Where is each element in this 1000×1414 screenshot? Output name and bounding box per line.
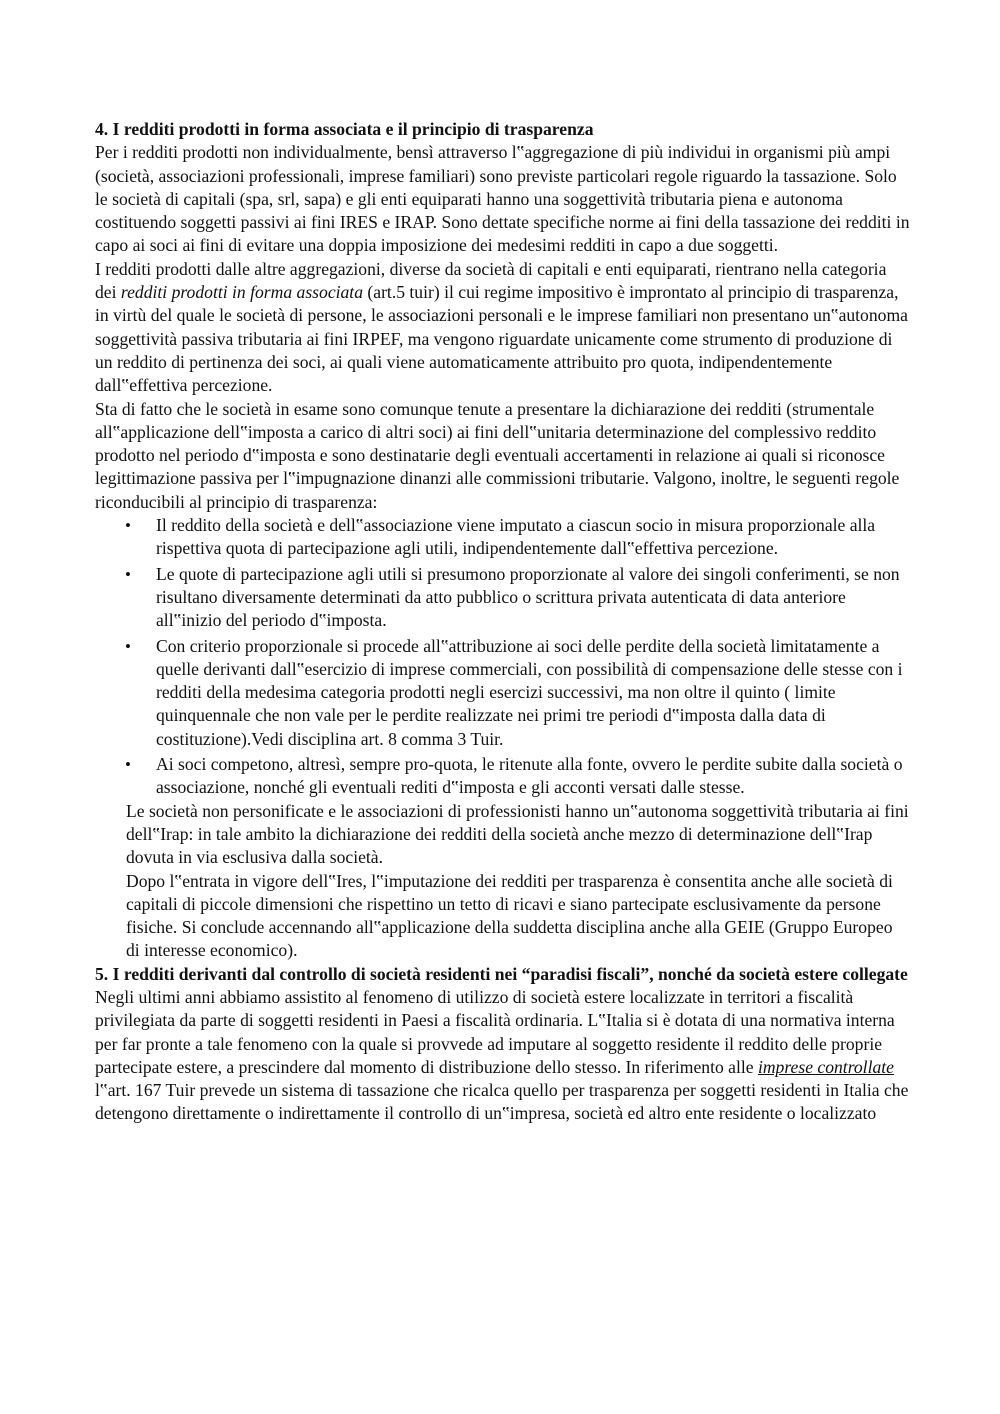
paragraph-text: I redditi prodotti dalle altre aggregazioni, diverse da società di capitali e enti equiparati, rientrano nella categoria dei [95,258,887,303]
list-item: • Le quote di partecipazione agli utili si presumono proporzionate al valore dei singoli conferimenti, se non risultano diversamente determinati da atto pubblico o scrittura privata autenticata di data anteriore all‟inizio del periodo d‟imposta. [156,563,910,633]
underlined-term: imprese controllate [757,1056,894,1077]
section-4-title: 4. I redditi prodotti in forma associata e il principio di trasparenza [95,119,594,139]
emphasized-term: redditi prodotti in forma associata [120,282,363,303]
section-4-paragraph-4: Le società non personificate e le associazioni di professionisti hanno un‟autonoma soggettività tributaria ai fini dell‟Irap: in tale ambito la dichiarazione dei redditi della società anche mezzo di determinazione dell‟Irap dovuta in via esclusiva dalla società. [126,800,909,868]
list-item: • Il reddito della società e dell‟associazione viene imputato a ciascun socio in misura proporzionale alla rispettiva quota di partecipazione agli utili, indipendentemente dall‟effettiva percezione. [156,514,910,561]
section-5-paragraph-1 [95,986,910,1126]
paragraph-text: l‟art. 167 Tuir prevede un sistema di tassazione che ricalca quello per trasparenza per soggetti residenti in Italia che detengono direttamente o indirettamente il controllo di un‟impresa, società ed altro ente residente o localizzato [95,1080,909,1124]
section-4-paragraph-3: Sta di fatto che le società in esame sono comunque tenute a presentare la dichiarazione dei redditi (strumentale all‟applicazione dell‟imposta a carico di altri soci) ai fini dell‟unitaria determinazione del complessivo reddito prodotto nel periodo d‟imposta e sono destinatarie degli eventuali accertamenti in relazione ai quali si riconosce legittimazione passiva per l‟impugnazione dinanzi alle commissioni tributarie. Valgono, inoltre, le seguenti regole riconducibili al principio di trasparenza: [95,398,900,512]
section-4-paragraph-2 [95,258,910,398]
paragraph-text: (art.5 tuir) il cui regime impositivo è improntato al principio di trasparenza, in virtù del quale le società di persone, le associazioni personali e le imprese familiari non presentano un‟autonoma soggettività passiva tributaria ai fini IRPEF, ma vengono riguardate unicamente come strumento di produzione di un reddito di pertinenza dei soci, ai quali viene automaticamente attribuito pro quota, indipendentemente dall‟effettiva percezione. [95,282,908,396]
list-item: • Con criterio proporzionale si procede all‟attribuzione ai soci delle perdite della società limitatamente a quelle derivanti dall‟esercizio di imprese commerciali, con possibilità di compensazione delle stesse con i redditi della medesima categoria prodotti negli esercizi successivi, ma non oltre il quinto ( limite quinquennale che non vale per le perdite realizzate nei primi tre periodi d‟imposta dalla data di costituzione).Vedi disciplina art. 8 comma 3 Tuir. [156,635,910,751]
bullet-list [95,514,910,800]
list-item: • Ai soci competono, altresì, sempre pro-quota, le ritenute alla fonte, ovvero le perdite subite dalla società o associazione, nonché gli eventuali rediti d‟imposta e gli acconti versati dalle stesse. [156,753,910,800]
section-4-paragraph-1: Per i redditi prodotti non individualmente, bensì attraverso l‟aggregazione di più individui in organismi più ampi (società, associazioni professionali, imprese familiari) sono previste particolari regole riguardo la tassazione. Solo le società di capitali (spa, srl, sapa) e gli enti equiparati hanno una soggettività tributaria piena e autonoma costituendo soggetti passivi ai fini IRES e IRAP. Sono dettate specifiche norme ai fini della tassazione dei redditi in capo ai soci ai fini di evitare una doppia imposizione dei medesimi redditi in capo a due soggetti. [95,142,910,256]
section-5-title: 5. I redditi derivanti dal controllo di società residenti nei “paradisi fiscali”, nonché da società estere collegate [95,963,908,984]
section-4-paragraph-5: Dopo l‟entrata in vigore dell‟Ires, l‟imputazione dei redditi per trasparenza è consentita anche alle società di capitali di piccole dimensioni che rispettino un tetto di ricavi e siano partecipate esclusivamente da persone fisiche. Si conclude accennando all‟applicazione della suddetta disciplina anche alla GEIE (Gruppo Europeo di interesse economico). [126,870,893,961]
paragraph-text: Negli ultimi anni abbiamo assistito al fenomeno di utilizzo di società estere localizzate in territori a fiscalità privilegiata da parte di soggetti residenti in Paesi a fiscalità ordinaria. L‟Italia si è dotata di una normativa interna per far pronte a tale fenomeno con la quale si provvede ad imputare al soggetto residente il reddito delle proprie partecipate estere, a prescindere dal momento di distribuzione dello stesso. In riferimento alle [95,986,895,1077]
